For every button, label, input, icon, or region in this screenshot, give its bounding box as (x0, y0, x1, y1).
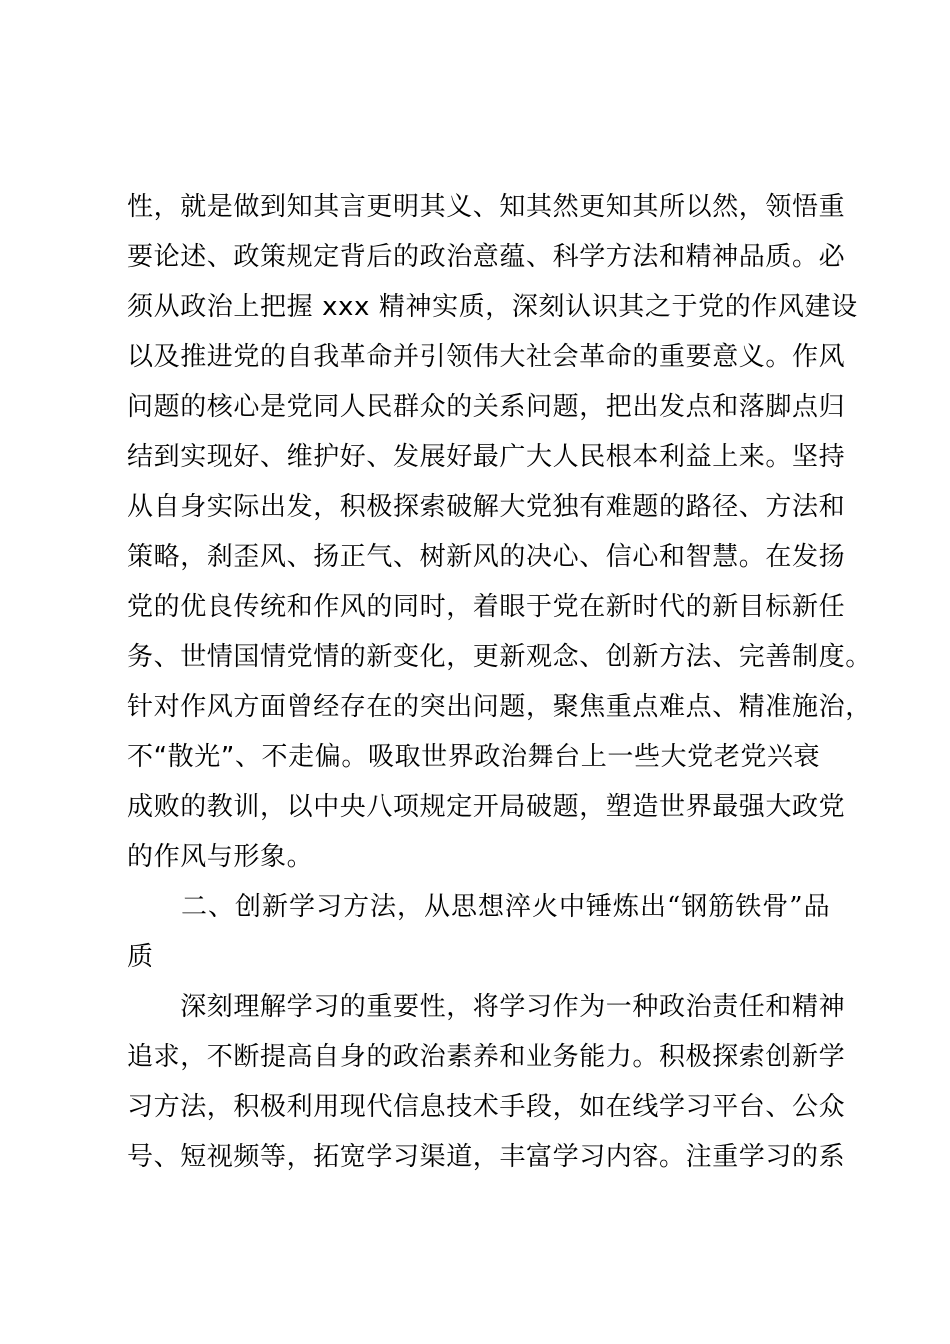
body-text-line: 针对作风方面曾经存在的突出问题，聚焦重点难点、精准施治， (127, 692, 872, 722)
body-text-line: 号、短视频等，拓宽学习渠道，丰富学习内容。注重学习的系 (127, 1142, 846, 1172)
body-text-line: 党的优良传统和作风的同时，着眼于党在新时代的新目标新任 (127, 592, 846, 622)
body-text-line: 问题的核心是党同人民群众的关系问题，把出发点和落脚点归 (127, 392, 846, 422)
section-heading-line: 二、创新学习方法，从思想淬火中锤炼出“钢筋铁骨”品 (127, 892, 831, 922)
body-text-line: 务、世情国情党情的新变化，更新观念、创新方法、完善制度。 (127, 642, 872, 672)
body-text-line: 从自身实际出发，积极探索破解大党独有难题的路径、方法和 (127, 492, 846, 522)
body-text-line: 须从政治上把握 xxx 精神实质，深刻认识其之于党的作风建设 (127, 292, 858, 322)
body-text-line: 以及推进党的自我革命并引领伟大社会革命的重要意义。作风 (127, 342, 846, 372)
body-text-line: 成败的教训，以中央八项规定开局破题，塑造世界最强大政党 (127, 792, 846, 822)
body-text-line: 追求，不断提高自身的政治素养和业务能力。积极探索创新学 (127, 1042, 846, 1072)
body-text-line: 深刻理解学习的重要性，将学习作为一种政治责任和精神 (127, 992, 846, 1022)
body-text-line: 不“散光”、不走偏。吸取世界政治舞台上一些大党老党兴衰 (127, 742, 821, 772)
body-text-line: 性，就是做到知其言更明其义、知其然更知其所以然，领悟重 (127, 192, 846, 222)
body-text-line: 习方法，积极利用现代信息技术手段，如在线学习平台、公众 (127, 1092, 846, 1122)
section-heading-line: 质 (127, 942, 155, 972)
body-text-line: 策略，刹歪风、扬正气、树新风的决心、信心和智慧。在发扬 (127, 542, 846, 572)
body-text-line: 要论述、政策规定背后的政治意蕴、科学方法和精神品质。必 (127, 242, 846, 272)
body-text-line: 结到实现好、维护好、发展好最广大人民根本利益上来。坚持 (127, 442, 846, 472)
body-text-line: 的作风与形象。 (127, 842, 314, 872)
